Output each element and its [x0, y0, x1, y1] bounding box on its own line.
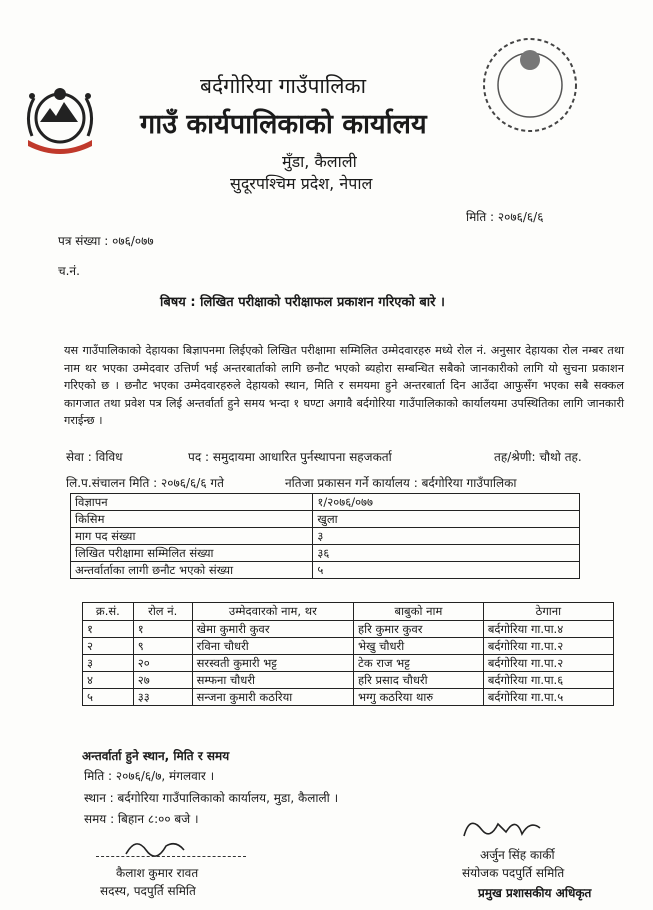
province: सुदूरपश्चिम प्रदेश, नेपाल: [230, 174, 373, 193]
candidate-header: क्र.सं.: [83, 603, 134, 621]
letter-number: पत्र संख्या : ०७६/०७७: [58, 234, 154, 248]
info-label: अन्तर्वार्ताका लागी छनौट भएको संख्या: [71, 562, 313, 579]
info-value: खुला: [313, 511, 580, 528]
service-seba: सेवा : विविध: [66, 450, 123, 464]
letter-date: मिति : २०७६/६/६: [466, 210, 544, 224]
right-signer-title1: संयोजक पदपुर्ति समिति: [462, 866, 565, 880]
interview-time: समय : बिहान ८:०० बजे ।: [84, 812, 199, 826]
location: मुँडा, कैलाली: [282, 152, 357, 171]
candidate-cell: २०: [133, 655, 192, 672]
left-signer-title: सदस्य, पदपुर्ति समिति: [100, 884, 196, 898]
info-value: ३६: [313, 545, 580, 562]
info-row: [71, 528, 580, 545]
info-row: [71, 545, 580, 562]
candidate-cell: भेखु चौधरी: [354, 638, 484, 655]
candidate-header: बाबुको नाम: [354, 603, 484, 621]
candidate-table: [82, 602, 614, 706]
candidate-cell: १: [83, 621, 134, 638]
candidate-cell: टेक राज भट्ट: [354, 655, 484, 672]
vacancy-info-table: [70, 493, 580, 579]
nepal-emblem-icon: [20, 80, 100, 158]
service-pad: पद : समुदायमा आधारित पुर्नस्थापना सहजकर्ता: [188, 450, 392, 464]
candidate-header: रोल नं.: [133, 603, 192, 621]
candidate-cell: सरस्वती कुमारी भट्ट: [192, 655, 353, 672]
candidate-cell: बर्दगोरिया गा.पा.२: [483, 655, 613, 672]
candidate-cell: २७: [133, 672, 192, 689]
right-signer-title2: प्रमुख प्रशासकीय अधिकृत: [478, 886, 592, 900]
candidate-header: ठेगाना: [483, 603, 613, 621]
table-row: [83, 655, 614, 672]
notice-body: यस गाउँपालिकाको देहायका बिज्ञापनमा लिईएको लिखित परीक्षामा सम्मिलित उम्मेदवारहरु मध्ये रोल नं. अनुसार देहायका रोल नम्बर तथा नाम थर भएका उम्मेदवार उत्तिर्ण भई अन्तरबार्ताको लागि छनौट भएको ब्यहोरा सम्बन्धित सबैको जानकारीको लागि यो सुचना प्रकाशन गरिएको छ । छनौट भएका उम्मेदवारहरुले देहायको स्थान, मिति र समयमा हुने अन्तरबार्ता दिन आउँदा आफुसँग भएका सबै सक्कल कागजात तथा प्रवेश पत्र लिई अन्तर्वार्ता हुने समय भन्दा १ घण्टा अगावै बर्दगोरिया गाउँपालिकाको कार्यालयमा उपस्थितिका लागि जानकारी गराईन्छ ।: [64, 344, 624, 428]
info-row: [71, 562, 580, 579]
candidate-cell: ३: [83, 655, 134, 672]
right-signature-scribble: [460, 810, 560, 848]
candidate-cell: १: [133, 621, 192, 638]
left-signature-scribble: [96, 832, 246, 862]
info-label: माग पद संख्या: [71, 528, 313, 545]
info-row: [71, 511, 580, 528]
table-row: [83, 621, 614, 638]
candidate-cell: भग्गु कठरिया थारु: [354, 689, 484, 706]
exam-date: लि.प.संचालन मिति : २०७६/६/६ गते: [66, 476, 224, 490]
candidate-cell: सन्जना कुमारी कठरिया: [192, 689, 353, 706]
candidate-cell: सम्फना चौधरी: [192, 672, 353, 689]
org-name: बर्दगोरिया गाउँपालिका: [200, 74, 367, 98]
candidate-header: उम्मेदवारको नाम, थर: [192, 603, 353, 621]
interview-heading: अन्तर्वार्ता हुने स्थान, मिति र समय: [82, 749, 230, 763]
right-signer-name: अर्जुन सिंह कार्की: [480, 848, 555, 862]
interview-place: स्थान : बर्दगोरिया गाउँपालिकाको कार्यालय, मुडा, कैलाली ।: [84, 791, 339, 805]
subject-line: बिषय : लिखित परीक्षाको परीक्षाफल प्रकाशन गरिएको बारे ।: [160, 295, 445, 310]
candidate-cell: बर्दगोरिया गा.पा.५: [483, 689, 613, 706]
service-taha: तह/श्रेणी: चौथो तह.: [494, 450, 582, 464]
office-stamp: [470, 30, 590, 144]
candidate-cell: हरि प्रसाद चौधरी: [354, 672, 484, 689]
dispatch-number: च.नं.: [58, 264, 80, 278]
result-office: नतिजा प्रकासन गर्ने कार्यालय : बर्दगोरिया गाउँपालिका: [285, 476, 517, 490]
candidate-cell: हरि कुमार कुवर: [354, 621, 484, 638]
interview-date: मिति : २०७६/६/७, मंगलवार ।: [84, 769, 215, 783]
candidate-cell: ९: [133, 638, 192, 655]
info-label: विज्ञापन: [71, 494, 313, 511]
candidate-cell: ३३: [133, 689, 192, 706]
left-signature-line: [96, 856, 246, 857]
table-row: [83, 689, 614, 706]
office-name: गाउँ कार्यपालिकाको कार्यालय: [140, 109, 427, 140]
candidate-cell: रविना चौधरी: [192, 638, 353, 655]
table-row: [83, 638, 614, 655]
info-value: ५: [313, 562, 580, 579]
candidate-cell: खेमा कुमारी कुवर: [192, 621, 353, 638]
candidate-cell: बर्दगोरिया गा.पा.४: [483, 621, 613, 638]
candidate-cell: ४: [83, 672, 134, 689]
candidate-cell: ५: [83, 689, 134, 706]
info-value: १/२०७६/०७७: [313, 494, 580, 511]
info-row: [71, 494, 580, 511]
info-label: लिखित परीक्षामा सम्मिलित संख्या: [71, 545, 313, 562]
info-label: किसिम: [71, 511, 313, 528]
candidate-cell: बर्दगोरिया गा.पा.६: [483, 672, 613, 689]
table-row: [83, 672, 614, 689]
candidate-cell: २: [83, 638, 134, 655]
info-value: ३: [313, 528, 580, 545]
candidate-cell: बर्दगोरिया गा.पा.२: [483, 638, 613, 655]
left-signer-name: कैलाश कुमार रावत: [116, 866, 199, 880]
